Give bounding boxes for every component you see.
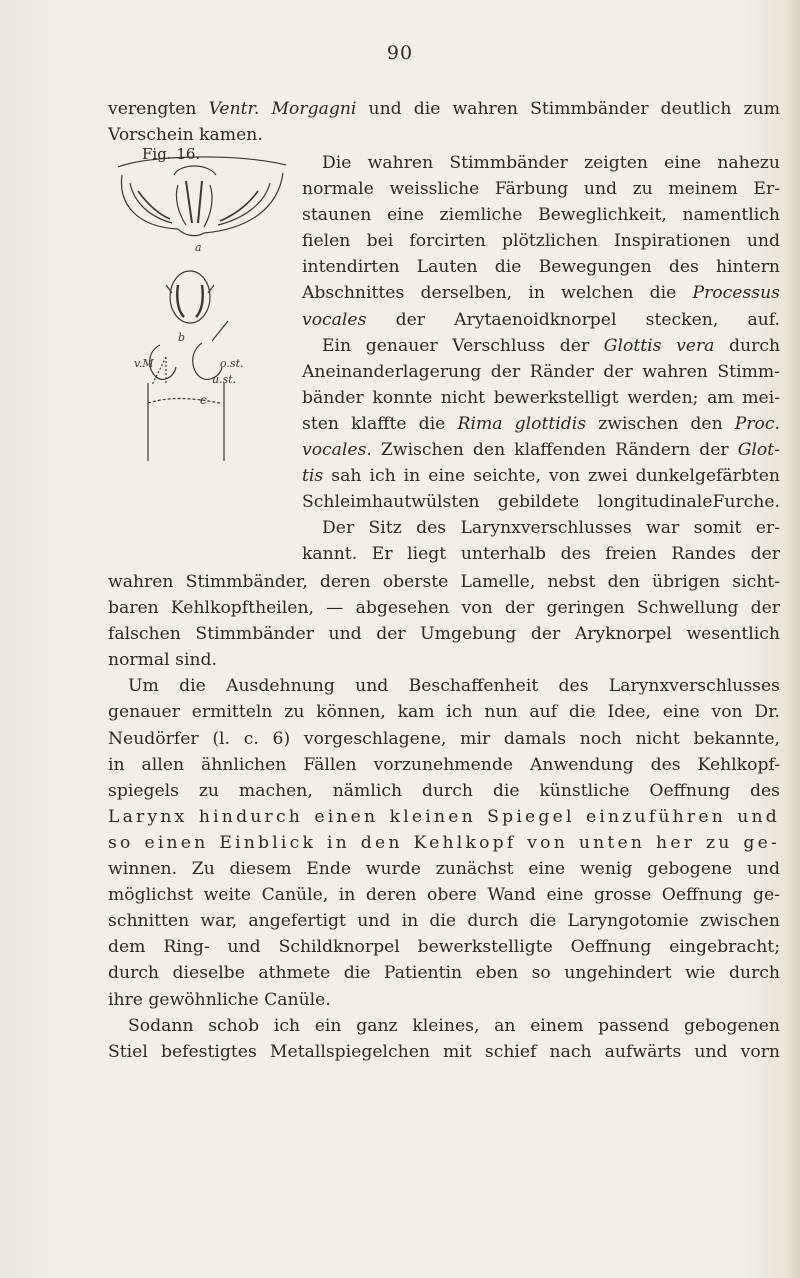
text-line: intendirten Lauten die Bewegungen des hintern <box>302 257 780 278</box>
larynx-illustration <box>108 145 288 385</box>
text-line: sten klaffte die Rima glottidis zwischen den Proc. <box>302 413 780 434</box>
text-line: Larynx hindurch einen kleinen Spiegel einzuführen und <box>108 806 780 827</box>
body-text <box>108 569 780 1065</box>
text-line: ihre gewöhnliche Canüle. <box>108 989 331 1010</box>
text-line: dem Ring- und Schildknorpel bewerkstelligte Oeffnung eingebracht; <box>108 937 780 958</box>
figure-16 <box>108 145 288 407</box>
text-line: Stiel befestigtes Metallspiegelchen mit schief nach aufwärts und vorn <box>108 1041 780 1062</box>
text-line: fielen bei forcirten plötzlichen Inspirationen und <box>302 231 780 252</box>
figure-lower-frame <box>108 373 288 463</box>
text-line: kannt. Er liegt unterhalb des freien Randes der <box>302 544 780 565</box>
view-a-outline <box>118 157 286 167</box>
text-line: vocales der Arytaenoidknorpel stecken, auf. <box>302 309 780 330</box>
text-line: spiegels zu machen, nämlich durch die künstliche Oeffnung des <box>108 780 780 801</box>
figure-letter-a: a <box>195 241 202 254</box>
text-line: in allen ähnlichen Fällen vorzunehmende Anwendung des Kehlkopf- <box>108 754 780 775</box>
text-line: normal sind. <box>108 650 217 671</box>
figure-letter-b: b <box>178 331 186 344</box>
text-line: winnen. Zu diesem Ende wurde zunächst eine wenig gebogene und <box>108 859 780 880</box>
view-a-right <box>204 173 283 233</box>
text-line: tis sah ich in eine seichte, von zwei dunkelgefärbten <box>302 466 780 487</box>
text-line: Um die Ausdehnung und Beschaffenheit des Larynxverschlusses <box>128 676 780 697</box>
text-line: staunen eine ziemliche Beweglichkeit, namentlich <box>302 205 780 226</box>
text-line: Abschnittes derselben, in welchen die Processus <box>302 283 780 304</box>
intro-text <box>108 96 780 148</box>
text-line: so einen Einblick in den Kehlkopf von unten her zu ge- <box>108 832 780 853</box>
text-line: Neudörfer (l. c. 6) vorgeschlagene, mir damals noch nicht bekannte, <box>108 728 780 749</box>
figure-letter-c: c <box>200 393 207 407</box>
page-number: 90 <box>386 42 414 64</box>
text-line: schnitten war, angefertigt und in die durch die Laryngotomie zwischen <box>108 911 780 932</box>
text-line: Schleimhautwülsten gebildete longitudinaleFurche. <box>302 492 780 513</box>
text-line: falschen Stimmbänder und der Umgebung der Aryknorpel wesentlich <box>108 624 780 645</box>
text-line: Aneinanderlagerung der Ränder der wahren Stimm- <box>302 361 780 382</box>
view-a-cords <box>176 185 212 227</box>
text-line: durch dieselbe athmete die Patientin eben so ungehindert wie durch <box>108 963 780 984</box>
text-line: Vorschein kamen. <box>108 125 263 146</box>
text-line: verengten Ventr. Morgagni und die wahren Stimmbänder deutlich zum <box>108 99 780 119</box>
figure-letter-ust: u.st. <box>212 373 237 385</box>
text-line: wahren Stimmbänder, deren oberste Lamelle, nebst den übrigen sicht- <box>108 572 780 592</box>
text-line: vocales. Zwischen den klaffenden Rändern der Glot- <box>302 440 780 461</box>
text-line: normale weissliche Färbung und zu meinem Er- <box>302 179 780 200</box>
view-a-bottom <box>178 229 204 236</box>
text-line: Sodann schob ich ein ganz kleines, an einem passend gebogenen <box>128 1015 780 1036</box>
wrapped-paragraph <box>302 150 780 568</box>
page-edge-shadow <box>786 0 800 1278</box>
figure-letter-ost: o.st. <box>220 357 244 370</box>
text-line: bänder konnte nicht bewerkstelligt werden; am mei- <box>302 387 780 408</box>
text-line: möglichst weite Canüle, in deren obere Wand eine grosse Oeffnung ge- <box>108 885 780 906</box>
text-line: Ein genauer Verschluss der Glottis vera durch <box>322 335 781 356</box>
figure-label: Fig. 16. <box>142 145 201 163</box>
text-line: Der Sitz des Larynxverschlusses war somit er- <box>322 518 780 539</box>
figure-letter-vm: v.M <box>134 357 154 370</box>
text-line: baren Kehlkopftheilen, — abgesehen von der geringen Schwellung der <box>108 598 780 619</box>
text-line: genauer ermitteln zu können, kam ich nun auf die Idee, eine von Dr. <box>108 702 780 723</box>
text-line: Die wahren Stimmbänder zeigten eine nahezu <box>322 153 780 173</box>
